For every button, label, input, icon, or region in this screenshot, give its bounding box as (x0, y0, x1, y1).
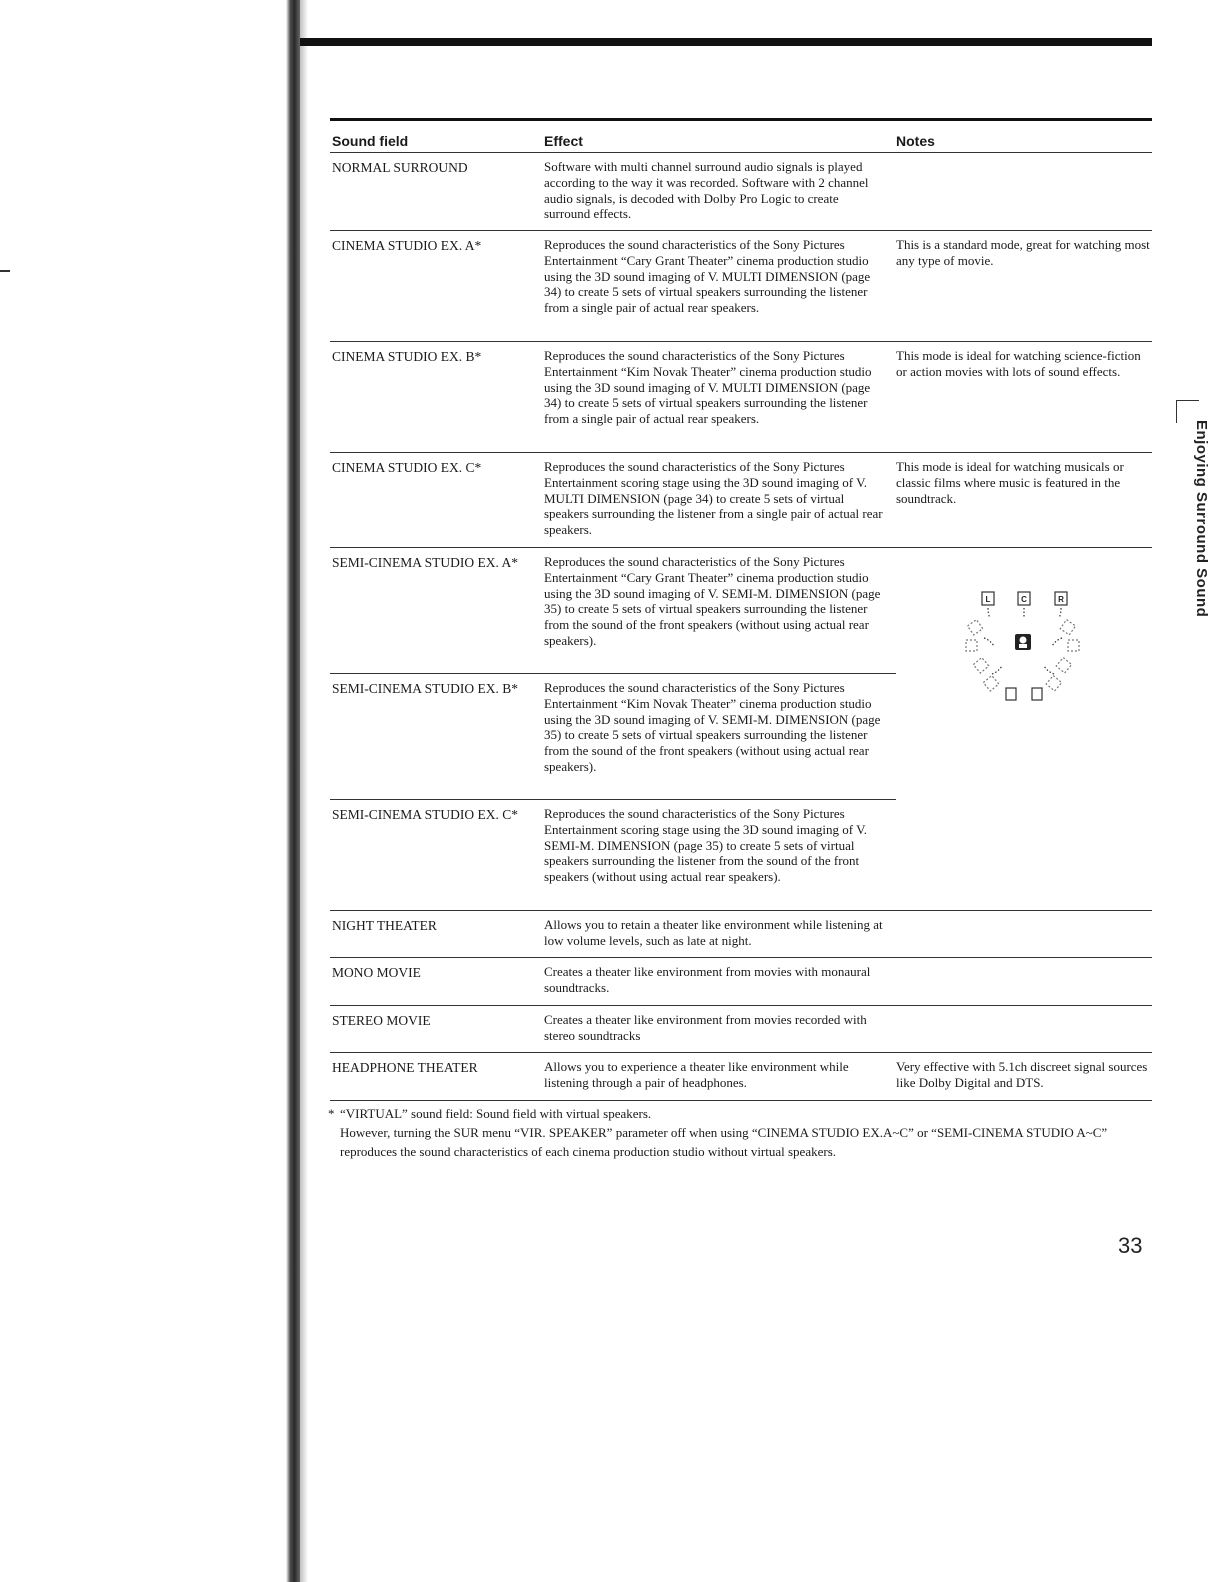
virtual-speaker-icon (973, 658, 988, 673)
margin-tick (0, 270, 10, 272)
table-row (330, 1006, 1152, 1053)
table-row (330, 231, 1152, 342)
cell-effect: Reproduces the sound characteristics of the Sony Pictures Entertainment “Cary Grant Theater” cinema production studio using the 3D sound imaging of V. SEMI-M. DIMENSION (page 35) to create 5 sets of virtual speakers surrounding the listener from the sound of the front speakers (without using actual rear speakers). (544, 554, 881, 648)
cell-effect: Creates a theater like environment from movies with monaural soundtracks. (544, 964, 871, 995)
footnote (328, 1104, 1148, 1161)
header-effect: Effect (544, 133, 583, 149)
cell-notes (896, 958, 1152, 1006)
cell-notes (896, 911, 1152, 958)
cell-sound-field: SEMI-CINEMA STUDIO EX. A* (332, 555, 519, 570)
section-side-label: Enjoying Surround Sound (1193, 420, 1210, 618)
virtual-speaker-icon (1068, 640, 1079, 651)
cell-notes (896, 153, 1152, 231)
cell-notes: This mode is ideal for watching science-fiction or action movies with lots of sound effects. (896, 348, 1141, 379)
cell-sound-field: CINEMA STUDIO EX. B* (332, 349, 482, 364)
table-row (330, 1053, 1152, 1101)
cell-effect: Reproduces the sound characteristics of the Sony Pictures Entertainment “Cary Grant Theater” cinema production studio using the 3D sound imaging of V. MULTI DIMENSION (page 34) to create 5 sets of virtual speakers surrounding the listener from a single pair of actual rear speakers. (544, 237, 871, 316)
cell-effect: Reproduces the sound characteristics of the Sony Pictures Entertainment “Kim Novak Theater” cinema production studio using the 3D sound imaging of V. MULTI DIMENSION (page 34) to create 5 sets of virtual speakers surrounding the listener from a single pair of actual rear speakers. (544, 348, 872, 427)
cell-notes: This mode is ideal for watching musicals or classic films where music is featured in the soundtrack. (896, 459, 1124, 506)
cell-sound-field: SEMI-CINEMA STUDIO EX. B* (332, 681, 519, 696)
speaker-label-l: L (985, 595, 991, 604)
cell-effect: Software with multi channel surround audio signals is played according to the way it was recorded. Software with 2 channel audio signals, is decoded with Dolby Pro Logic to create surround effects. (544, 159, 869, 222)
cell-effect: Reproduces the sound characteristics of the Sony Pictures Entertainment scoring stage using the 3D sound imaging of V. SEMI-M. DIMENSION (page 35) to create 5 sets of virtual speakers surrounding the listener from the sound of the front speakers (without using actual rear speakers). (544, 806, 868, 885)
footnote-text-1: “VIRTUAL” sound field: Sound field with virtual speakers. (340, 1106, 652, 1121)
header-notes: Notes (896, 133, 935, 149)
table-header (330, 121, 1152, 153)
cell-notes: This is a standard mode, great for watching most any type of movie. (896, 237, 1150, 268)
cell-effect: Allows you to experience a theater like environment while listening through a pair of headphones. (544, 1059, 849, 1090)
table-row (330, 958, 1152, 1006)
virtual-speaker-icon (1046, 676, 1061, 691)
cell-sound-field: SEMI-CINEMA STUDIO EX. C* (332, 807, 519, 822)
table-row (330, 342, 1152, 453)
table-row (330, 800, 1152, 911)
row-divider (330, 1100, 1152, 1101)
top-rule (300, 38, 1152, 46)
virtual-speaker-icon (983, 676, 998, 691)
cell-effect: Creates a theater like environment from movies recorded with stereo soundtracks (544, 1012, 867, 1043)
cell-notes (896, 1006, 1152, 1053)
cell-sound-field: CINEMA STUDIO EX. A* (332, 238, 482, 253)
footnote-line-1 (328, 1104, 1148, 1123)
header-sound-field: Sound field (332, 133, 409, 149)
table-row (330, 911, 1152, 958)
cell-sound-field: STEREO MOVIE (332, 1013, 431, 1028)
cell-sound-field: HEADPHONE THEATER (332, 1060, 478, 1075)
cell-notes: Very effective with 5.1ch discreet signal sources like Dolby Digital and DTS. (896, 1059, 1148, 1090)
speaker-label-c: C (1021, 595, 1027, 604)
cell-sound-field: NIGHT THEATER (332, 918, 437, 933)
rear-left-speaker-icon (1006, 688, 1016, 700)
listener-icon (1015, 634, 1031, 650)
cell-sound-field: MONO MOVIE (332, 965, 421, 980)
speaker-label-r: R (1058, 595, 1064, 604)
table-row (330, 453, 1152, 548)
cell-effect: Allows you to retain a theater like environment while listening at low volume levels, such as late at night. (544, 917, 883, 948)
cell-sound-field: NORMAL SURROUND (332, 160, 468, 175)
page-number: 33 (1118, 1233, 1143, 1258)
cell-notes (896, 800, 1152, 911)
virtual-speaker-icon (966, 640, 977, 651)
footnote-mark: * (328, 1106, 335, 1121)
virtual-speaker-icon (1056, 658, 1071, 673)
virtual-speaker-icon (967, 620, 982, 635)
binding-shadow (300, 0, 308, 1582)
virtual-speaker-diagram (958, 588, 1088, 708)
page-binding-edge (286, 0, 300, 1582)
cell-effect: Reproduces the sound characteristics of the Sony Pictures Entertainment scoring stage using the 3D sound imaging of V. MULTI DIMENSION (page 34) to create 5 sets of virtual speakers surrounding the listener from a single pair of actual rear speakers. (544, 459, 883, 538)
footnote-text-2: However, turning the SUR menu “VIR. SPEAKER” parameter off when using “CINEMA STUDIO EX.A~C” or “SEMI-CINEMA STUDIO A~C” reproduces the sound characteristics of each cinema production studio without virtual speakers. (340, 1125, 1108, 1159)
rear-right-speaker-icon (1032, 688, 1042, 700)
cell-effect: Reproduces the sound characteristics of the Sony Pictures Entertainment “Kim Novak Theater” cinema production studio using the 3D sound imaging of V. SEMI-M. DIMENSION (page 35) to create 5 sets of virtual speakers surrounding the listener from the sound of the front speakers (without using actual rear speakers). (544, 680, 881, 774)
cell-sound-field: CINEMA STUDIO EX. C* (332, 460, 482, 475)
table-row (330, 153, 1152, 231)
virtual-speaker-icon (1060, 620, 1075, 635)
